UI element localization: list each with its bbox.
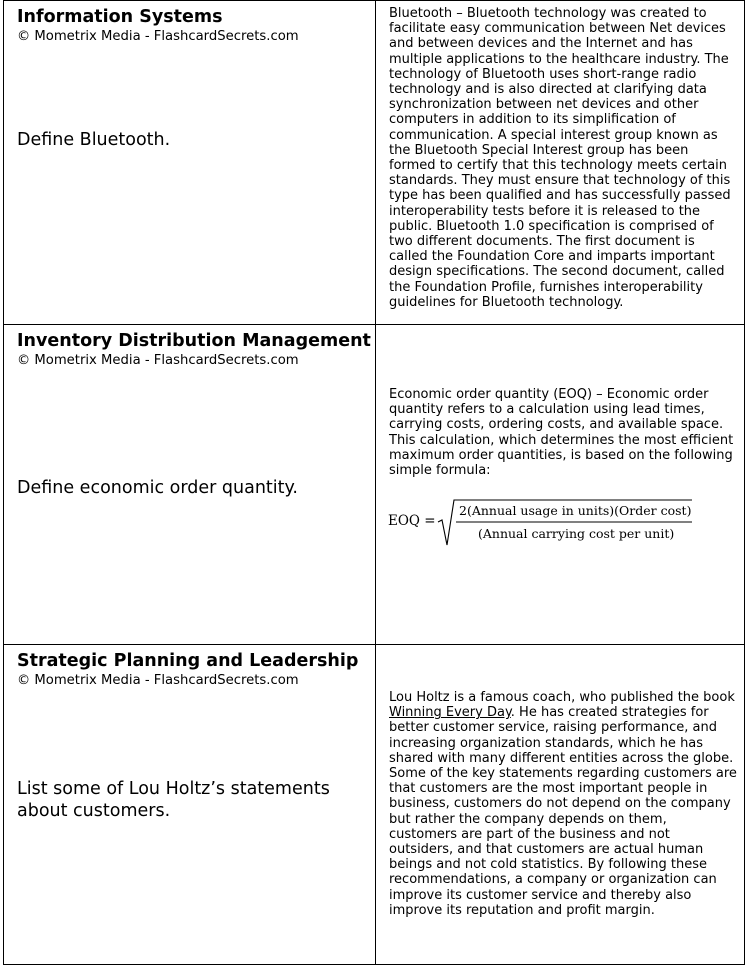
flashcard-1 [4, 1, 744, 325]
answer-text [389, 690, 737, 918]
answer-text: Economic order quantity (EOQ) – Economic order quantity refers to a calculation using lead times, carrying costs, ordering costs, and available space. This calculation, which determines the most efficient maximum order quantities, is based on the following simple formula: [389, 387, 734, 479]
card-front [4, 1, 376, 324]
category-title: Strategic Planning and Leadership [17, 651, 359, 671]
formula-denominator: (Annual carrying cost per unit) [478, 526, 675, 541]
copyright-line: © Mometrix Media - FlashcardSecrets.com [17, 673, 299, 688]
answer-intro: Lou Holtz is a famous coach, who published the book [389, 690, 735, 705]
category-heading [17, 6, 372, 46]
flashcard-2 [4, 325, 744, 645]
flashcard-3 [4, 645, 744, 964]
answer-text: Bluetooth – Bluetooth technology was created to facilitate easy communication between Net devices and between devices and the Internet and has multiple applications to the healthcare industry. The technology of Bluetooth uses short-range radio technology and is also directed at clarifying data synchronization between net devices and other computers in addition to its simplification of communication. A special interest group known as the Bluetooth Special Interest group has been formed to certify that this technology meets certain standards. They must ensure that technology of this type has been qualified and has successfully passed interoperability tests before it is released to the public. Bluetooth 1.0 specification is comprised of two different documents. The first document is called the Foundation Core and imparts important design specifications. The second document, called the Foundation Profile, furnishes interoperability guidelines for Bluetooth technology. [389, 6, 731, 310]
copyright-line: © Mometrix Media - FlashcardSecrets.com [17, 353, 299, 368]
formula-numerator: 2(Annual usage in units)(Order cost) [459, 503, 692, 518]
eoq-formula [388, 492, 708, 552]
book-title: Winning Every Day [389, 705, 511, 721]
category-heading [17, 330, 372, 370]
question-text: List some of Lou Holtz’s statements about customers. [17, 779, 330, 821]
category-title: Inventory Distribution Management [17, 331, 371, 351]
card-back [376, 1, 744, 324]
category-heading [17, 650, 372, 690]
flashcard-sheet [3, 0, 745, 965]
copyright-line: © Mometrix Media - FlashcardSecrets.com [17, 29, 299, 44]
category-title: Information Systems [17, 7, 223, 27]
card-back [376, 645, 744, 964]
question-text: Define economic order quantity. [17, 478, 298, 498]
answer-body: . He has created strategies for better customer service, raising performance, and increasing organization standards, which he has shared with many different entities across the globe. Some of the key statements regarding customers are that customers are the most important people in business, customers do not depend on the company but rather the company depends on them, customers are part of the business and not outsiders, and that customers are actual human beings and not cold statistics. By following these recommendations, a company or organization can improve its customer service and thereby also improve its reputation and profit margin. [389, 705, 737, 918]
card-front [4, 325, 376, 644]
formula-lhs: EOQ = [388, 513, 436, 529]
card-back [376, 325, 744, 644]
card-front [4, 645, 376, 964]
question-text: Define Bluetooth. [17, 130, 171, 150]
